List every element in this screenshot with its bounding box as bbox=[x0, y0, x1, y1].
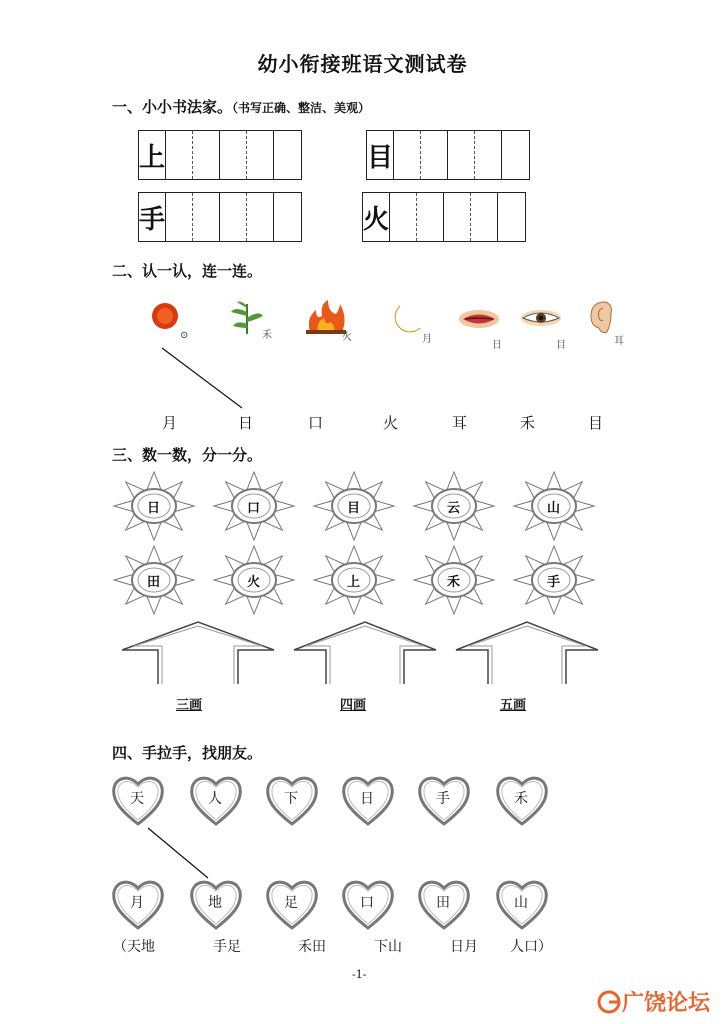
heart-card[interactable] bbox=[416, 876, 472, 936]
sun-char: 田 bbox=[147, 575, 161, 590]
heart-card[interactable] bbox=[416, 772, 472, 832]
sun-badge[interactable] bbox=[408, 544, 500, 620]
section-4-heading: 四、手拉手，找朋友。 bbox=[112, 744, 263, 762]
up-arrow-bin-2[interactable] bbox=[290, 620, 440, 686]
heart-card[interactable] bbox=[340, 876, 396, 936]
heart-char: 田 bbox=[436, 895, 450, 911]
section-2-heading: 二、认一认，连一连。 bbox=[112, 262, 263, 280]
match-word[interactable]: 火 bbox=[383, 414, 399, 432]
sun-badge[interactable] bbox=[308, 544, 400, 620]
picture-glyph: 禾 bbox=[262, 330, 272, 341]
heart-char: 月 bbox=[130, 895, 144, 911]
stroke-group-label: 五画 bbox=[500, 698, 527, 713]
sun-char: 口 bbox=[247, 501, 261, 516]
sun-badge[interactable] bbox=[208, 470, 300, 546]
sun-badge[interactable] bbox=[208, 544, 300, 620]
match-word[interactable]: 日 bbox=[238, 414, 254, 432]
heart-char: 山 bbox=[514, 895, 528, 911]
section-3-heading: 三、数一数，分一分。 bbox=[112, 446, 263, 464]
page-title: 幼小衔接班语文测试卷 bbox=[257, 52, 468, 76]
heart-char: 足 bbox=[284, 895, 298, 911]
watermark-logo bbox=[596, 986, 710, 1017]
answer-word: 人口） bbox=[510, 939, 552, 955]
section-1-title: 一、小小书法家。 bbox=[112, 98, 233, 116]
stroke-group-label: 三画 bbox=[176, 698, 203, 713]
sun-badge[interactable] bbox=[108, 544, 200, 620]
match-word[interactable]: 月 bbox=[162, 414, 178, 432]
picture-glyph: 月 bbox=[422, 334, 432, 345]
heart-card[interactable] bbox=[494, 772, 550, 832]
logo-icon bbox=[596, 989, 622, 1015]
heart-card[interactable] bbox=[188, 772, 244, 832]
heart-char: 地 bbox=[208, 895, 222, 911]
grid-char: 目 bbox=[367, 131, 394, 179]
match-word[interactable]: 口 bbox=[308, 414, 324, 432]
answer-word: （天地 bbox=[113, 939, 155, 955]
watermark-text: 广饶论坛 bbox=[622, 991, 711, 1016]
heart-char: 日 bbox=[360, 791, 374, 807]
match-word[interactable]: 耳 bbox=[452, 414, 468, 432]
heart-card[interactable] bbox=[340, 772, 396, 832]
picture-glyph: 耳 bbox=[614, 336, 624, 347]
picture-glyph: ⊙ bbox=[180, 330, 189, 341]
heart-card[interactable] bbox=[494, 876, 550, 936]
heart-char: 人 bbox=[208, 791, 222, 807]
heart-card[interactable] bbox=[110, 772, 166, 832]
sun-badge[interactable] bbox=[308, 470, 400, 546]
heart-card[interactable] bbox=[110, 876, 166, 936]
sun-badge[interactable] bbox=[408, 470, 500, 546]
heart-char: 手 bbox=[436, 791, 450, 807]
sun-badge[interactable] bbox=[108, 470, 200, 546]
up-arrow-bin-1[interactable] bbox=[118, 620, 278, 686]
heart-char: 口 bbox=[360, 895, 374, 911]
heart-char: 下 bbox=[284, 791, 298, 807]
sun-char: 日 bbox=[147, 501, 161, 516]
heart-char: 禾 bbox=[514, 791, 528, 807]
heart-card[interactable] bbox=[188, 876, 244, 936]
page-number: -1- bbox=[352, 968, 367, 981]
sun-char: 上 bbox=[347, 575, 361, 590]
sun-char: 山 bbox=[547, 501, 561, 516]
sun-char: 目 bbox=[347, 501, 361, 516]
match-word[interactable]: 禾 bbox=[520, 414, 536, 432]
sun-badge[interactable] bbox=[508, 470, 600, 546]
picture-glyph: 目 bbox=[556, 340, 566, 351]
grid-char: 手 bbox=[139, 193, 166, 241]
sun-char: 云 bbox=[447, 501, 461, 516]
grid-char: 上 bbox=[139, 131, 166, 179]
answer-word: 日月 bbox=[450, 939, 478, 955]
answer-word: 手足 bbox=[213, 939, 241, 955]
sun-badge[interactable] bbox=[508, 544, 600, 620]
match-word[interactable]: 目 bbox=[588, 414, 604, 432]
stroke-group-label: 四画 bbox=[340, 698, 367, 713]
answer-word: 下山 bbox=[374, 939, 402, 955]
section-1-note: （书写正确、整洁、美观） bbox=[232, 101, 371, 115]
up-arrow-bin-3[interactable] bbox=[452, 620, 602, 686]
heart-card[interactable] bbox=[264, 876, 320, 936]
heart-char: 天 bbox=[130, 791, 144, 807]
sun-char: 手 bbox=[547, 575, 561, 590]
sun-char: 禾 bbox=[447, 575, 461, 590]
picture-glyph: 火 bbox=[342, 332, 352, 343]
picture-glyph: 日 bbox=[492, 340, 502, 351]
heart-card[interactable] bbox=[264, 772, 320, 832]
sun-char: 火 bbox=[247, 575, 261, 590]
answer-word: 禾田 bbox=[298, 939, 326, 955]
grid-char: 火 bbox=[363, 193, 390, 241]
